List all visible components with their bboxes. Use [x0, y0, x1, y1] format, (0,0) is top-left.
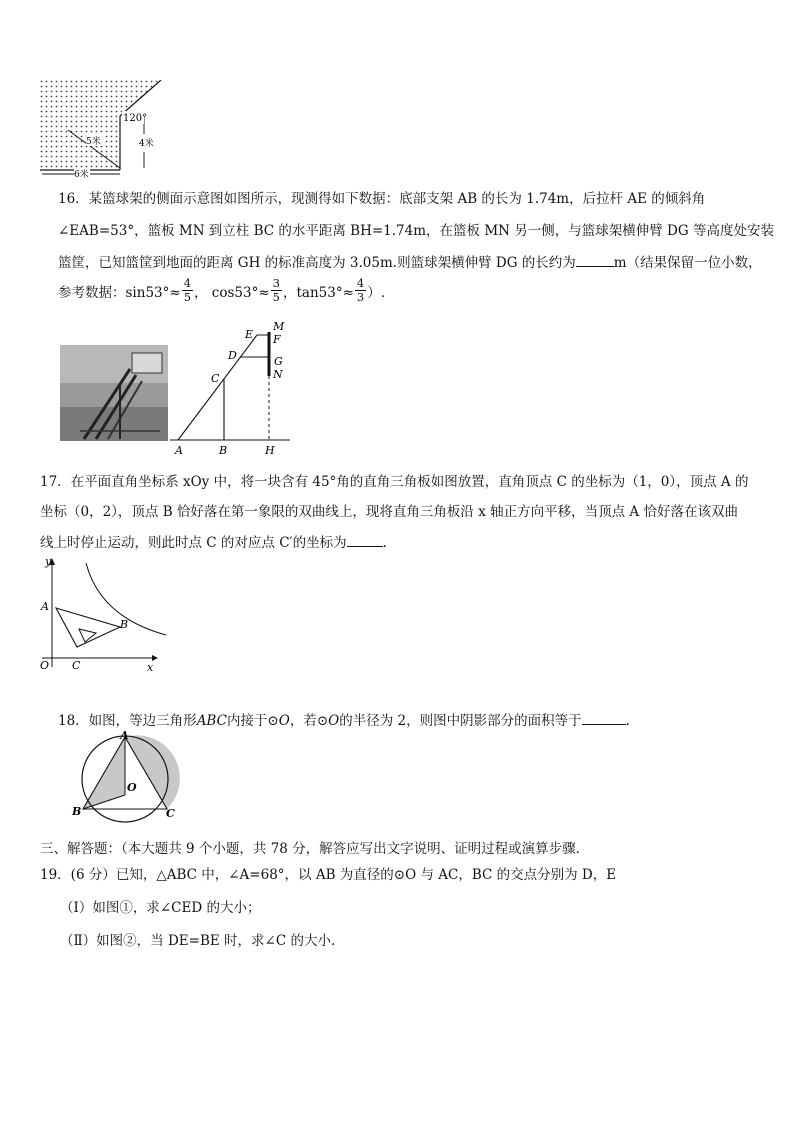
- cos-prefix: ， cos53°≈: [194, 284, 270, 301]
- label-O: O: [40, 659, 50, 672]
- q16-line-3: [58, 251, 762, 271]
- label-x: x: [147, 661, 154, 673]
- q18-line: 18．如图，等边三角形ABC内接于⊙O，若⊙O的半径为 2，则图中阴影部分的面积等于 .: [58, 709, 630, 729]
- label-O: O: [127, 781, 137, 794]
- label-G: G: [274, 355, 283, 368]
- circle-triangle-diagram: [66, 729, 184, 825]
- q19-part-2: （Ⅱ）如图②，当 DE=BE 时，求∠C 的大小.: [60, 933, 336, 949]
- q16-line-1: 16．某篮球架的侧面示意图如图所示，现测得如下数据：底部支架 AB 的长为 1.74m，后拉杆 AE 的倾斜角: [58, 191, 706, 207]
- fraction-3-5: $\frac{3}{5}$: [272, 276, 280, 304]
- inner-triangle: [79, 629, 96, 642]
- slant-label: 5米: [86, 137, 101, 147]
- q17-line-3-text: 线上时停止运动，则此时点 C 的对应点 C′的坐标为: [40, 535, 347, 551]
- q16-line-3a: 篮筐，已知篮筐到地面的距离 GH 的标准高度为 3.05m.则篮球架横伸臂 DG 的长约为: [58, 255, 576, 271]
- height-label: 4米: [139, 139, 154, 149]
- label-E: E: [245, 328, 254, 341]
- q17-line-3: [40, 531, 387, 551]
- label-H: H: [265, 444, 275, 456]
- rod-AE: [178, 335, 257, 440]
- label-B: B: [120, 618, 129, 631]
- tan-prefix: ，tan53°≈: [283, 284, 354, 301]
- label-A: A: [41, 600, 49, 613]
- q17-line-1: 17．在平面直角坐标系 xOy 中，将一块含有 45°角的直角三角板如图放置，直角顶点 C 的坐标为（1，0），顶点 A 的: [40, 474, 749, 490]
- label-B: B: [219, 444, 228, 456]
- dotted-region: [40, 80, 161, 170]
- q17-line-2: 坐标（0，2），顶点 B 恰好落在第一象限的双曲线上，现将直角三角板沿 x 轴正方向平移，当顶点 A 恰好落在该双曲: [40, 504, 738, 520]
- label-A: A: [175, 444, 183, 456]
- q18-answer-blank[interactable]: [582, 710, 626, 725]
- ref-suffix: ）.: [367, 284, 386, 301]
- label-C: C: [211, 372, 220, 385]
- fraction-4-5: $\frac{4}{5}$: [183, 276, 192, 304]
- label-y: y: [45, 555, 52, 568]
- q19-line-1: 19．(6 分）已知，△ABC 中，∠A=68°，以 AB 为直径的⊙O 与 AC，BC 的交点分别为 D，E: [40, 867, 617, 883]
- q17-line-3-end: .: [382, 535, 387, 551]
- label-C: C: [166, 807, 175, 820]
- section-3-heading: 三、解答题：（本大题共 9 个小题，共 78 分，解答应写出文字说明、证明过程或演算步骤．: [40, 841, 590, 857]
- coordinate-diagram: [34, 555, 174, 673]
- q17-answer-blank[interactable]: [347, 532, 383, 547]
- triangle-ABC: [56, 608, 120, 647]
- q19-part-1: （Ⅰ）如图①，求∠CED 的大小；: [60, 900, 261, 916]
- ref-prefix: 参考数据：sin53°≈: [58, 284, 181, 301]
- basketball-stand-diagram: [168, 318, 293, 456]
- q16-answer-blank[interactable]: [576, 252, 614, 267]
- q16-line-3b: m（结果保留一位小数，: [613, 255, 762, 271]
- label-B: B: [72, 805, 82, 818]
- label-F: F: [273, 333, 281, 346]
- fraction-4-3: $\frac{4}{3}$: [356, 276, 365, 304]
- basketball-stand-photo: [60, 345, 168, 441]
- label-C: C: [72, 659, 81, 672]
- label-M: M: [273, 320, 285, 333]
- label-D: D: [228, 349, 237, 362]
- base-label: 6米: [74, 170, 89, 178]
- angle-label: 120°: [123, 113, 148, 124]
- label-A: A: [120, 729, 129, 742]
- label-N: N: [273, 368, 283, 381]
- figure-15: [40, 80, 172, 178]
- q16-reference-line: [58, 277, 385, 304]
- q16-line-2: ∠EAB=53°，篮板 MN 到立柱 BC 的水平距离 BH=1.74m，在篮板 MN 另一侧，与篮球架横伸臂 DG 等高度处安装: [58, 223, 774, 239]
